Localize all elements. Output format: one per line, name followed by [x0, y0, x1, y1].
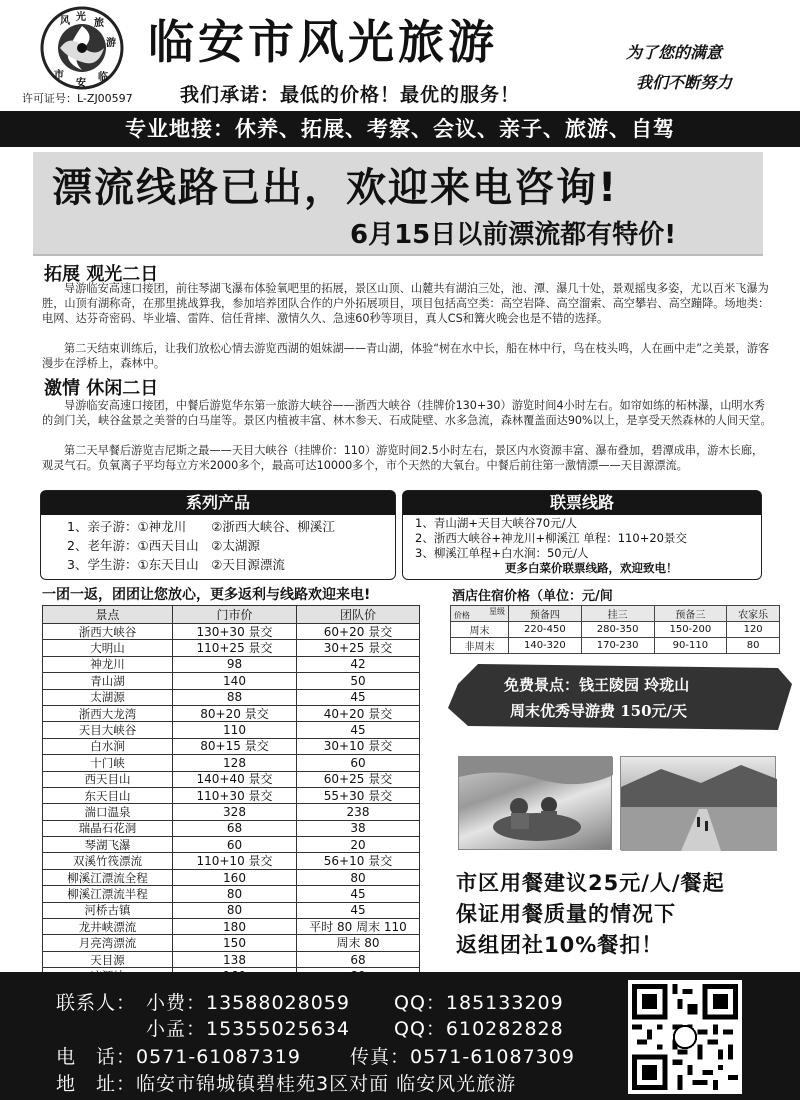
- hotel-corner: [451, 606, 509, 622]
- free-attractions-banner: [448, 664, 792, 730]
- price-cell-retail: 140+40 景交: [173, 771, 297, 787]
- price-cell-group: 42: [297, 656, 420, 672]
- price-cell-spot: 天目大峡谷: [43, 722, 173, 738]
- hotel-caption: 酒店住宿价格（单位：元/间: [452, 589, 613, 604]
- logo-char: 临: [98, 72, 108, 83]
- price-cell-group: 45: [297, 902, 420, 918]
- price-row: [43, 935, 420, 951]
- price-cell-retail: 110+30 景交: [173, 787, 297, 803]
- hotel-cell: 80: [727, 638, 780, 654]
- price-cell-spot: 湍口温泉: [43, 804, 173, 820]
- combo-ticket-title: 联票线路: [403, 491, 761, 515]
- contact-address: 地 址：临安市锦城镇碧桂苑3区对面 临安风光旅游: [56, 1073, 517, 1095]
- price-cell-retail: 180: [173, 919, 297, 935]
- price-header-retail: 门市价: [173, 606, 297, 624]
- combo-footnote: 更多白菜价联票线路，欢迎致电！: [505, 561, 678, 575]
- price-cell-spot: 柳溪江漂流半程: [43, 886, 173, 902]
- price-cell-spot: 青山湖: [43, 673, 173, 689]
- price-row: [43, 804, 420, 820]
- price-cell-spot: 柳溪江漂流全程: [43, 869, 173, 885]
- hotel-header: 农家乐: [727, 606, 780, 622]
- logo-char: 市: [54, 70, 64, 81]
- price-header-spot: 景点: [43, 606, 173, 624]
- price-cell-spot: 琴湖飞瀑: [43, 837, 173, 853]
- price-cell-spot: 浙西大龙湾: [43, 705, 173, 721]
- price-cell-group: 80: [297, 869, 420, 885]
- route-paragraph: 第二天结束训练后，让我们放松心情去游览西湖的姐妹湖——青山湖，体验“树在水中长，船在林中行，鸟在枝头鸣，人在画中走”之美景，游客漫步在浮桥上，森林中。: [42, 342, 770, 370]
- price-cell-retail: 80: [173, 902, 297, 918]
- price-cell-spot: 月亮湾漂流: [43, 935, 173, 951]
- route-heading: 激情 休闲二日: [44, 378, 159, 399]
- price-cell-retail: 130+30 景交: [173, 624, 297, 640]
- price-cell-group: 50: [297, 673, 420, 689]
- series-products-title: 系列产品: [41, 491, 395, 515]
- combo-ticket-panel: [402, 490, 762, 580]
- price-cell-retail: 110+25 景交: [173, 640, 297, 656]
- contact-person-1[interactable]: 小费：13588028059: [146, 992, 350, 1014]
- price-row: [43, 689, 420, 705]
- hotel-cell: 90-110: [654, 638, 727, 654]
- price-cell-group: 60+25 景交: [297, 771, 420, 787]
- price-cell-group: 56+10 景交: [297, 853, 420, 869]
- price-cell-spot: 十门峡: [43, 755, 173, 771]
- price-cell-spot: 太湖源: [43, 689, 173, 705]
- contact-phone[interactable]: 电 话：0571-61087319: [56, 1046, 301, 1068]
- price-row: [43, 869, 420, 885]
- meals-line3: 返组团社10%餐扣！: [456, 933, 664, 957]
- price-header-group: 团队价: [297, 606, 420, 624]
- price-cell-group: 周末 80: [297, 935, 420, 951]
- price-cell-retail: 140: [173, 673, 297, 689]
- price-cell-spot: 河桥古镇: [43, 902, 173, 918]
- price-row: [43, 722, 420, 738]
- price-table-caption: 一团一返，团团让您放心，更多返利与线路欢迎来电!: [42, 587, 371, 603]
- price-cell-group: 40+20 景交: [297, 705, 420, 721]
- price-cell-spot: 大明山: [43, 640, 173, 656]
- series-item: 1、亲子游：①神龙川 ②浙西大峡谷、柳溪江: [67, 519, 335, 534]
- price-cell-group: 45: [297, 722, 420, 738]
- price-row: [43, 919, 420, 935]
- company-logo: [40, 6, 124, 90]
- hotel-cell: 周末: [451, 622, 509, 638]
- rafting-photo: [458, 756, 612, 850]
- price-cell-retail: 80+15 景交: [173, 738, 297, 754]
- price-cell-group: 38: [297, 820, 420, 836]
- hotel-corner-star: 星级: [489, 607, 505, 616]
- price-row: [43, 886, 420, 902]
- hotel-corner-price: 价格: [454, 611, 470, 620]
- route-paragraph: 第二天早餐后游览吉尼斯之最——天目大峡谷（挂牌价：110）游览时间2.5小时左右，景区内水资源丰富、瀑布叠加，碧潭成串，游木长廊，观灵气石。负氧离子平均每立方米2000多个，最高可达10000多个，市个天然的大氧台。中餐后前往第一激情漂——天目源漂流。: [42, 444, 764, 472]
- price-cell-retail: 60: [173, 837, 297, 853]
- hotel-cell: 120: [727, 622, 780, 638]
- price-cell-group: 平时 80 周末 110: [297, 919, 420, 935]
- combo-item: 1、青山湖+天目大峡谷70元/人: [415, 516, 577, 530]
- price-cell-retail: 128: [173, 755, 297, 771]
- logo-char: 旅: [94, 18, 104, 29]
- contact-person-2[interactable]: 小孟：15355025634: [146, 1018, 350, 1040]
- hotel-row: [451, 622, 780, 638]
- price-row: [43, 853, 420, 869]
- services-bar: 专业地接：休养、拓展、考察、会议、亲子、旅游、自驾: [0, 111, 800, 147]
- price-cell-group: 68: [297, 951, 420, 967]
- free-attractions-line2: 周末优秀导游费 150元/天: [510, 702, 688, 720]
- price-cell-retail: 68: [173, 820, 297, 836]
- brand-title: 临安市风光旅游: [148, 15, 498, 69]
- hotel-header: 预备三: [654, 606, 727, 622]
- contact-qq-2[interactable]: QQ：610282828: [394, 1018, 564, 1040]
- contact-label: 联系人：: [56, 992, 137, 1014]
- lake-photo: [620, 756, 776, 850]
- price-cell-spot: 双溪竹筏漂流: [43, 853, 173, 869]
- route-heading: 拓展 观光二日: [44, 264, 159, 285]
- series-item: 3、学生游：①东天目山 ②天目源漂流: [67, 557, 285, 572]
- price-row: [43, 902, 420, 918]
- price-cell-group: 45: [297, 886, 420, 902]
- logo-char: 安: [76, 78, 86, 89]
- logo-char: 游: [106, 38, 116, 49]
- price-cell-retail: 110+10 景交: [173, 853, 297, 869]
- price-row: [43, 640, 420, 656]
- price-row: [43, 755, 420, 771]
- promise-text: 我们承诺：最低的价格！最优的服务！: [180, 84, 521, 106]
- price-table: [42, 605, 420, 985]
- slogan-line-1: 为了您的满意: [626, 43, 723, 62]
- hotel-cell: 140-320: [509, 638, 582, 654]
- price-row: [43, 771, 420, 787]
- price-cell-retail: 150: [173, 935, 297, 951]
- price-cell-group: 55+30 景交: [297, 787, 420, 803]
- qr-code[interactable]: [628, 980, 742, 1094]
- price-cell-group: 20: [297, 837, 420, 853]
- meals-line1: 市区用餐建议25元/人/餐起: [456, 871, 725, 895]
- price-cell-group: 60+20 景交: [297, 624, 420, 640]
- license-number: 许可证号：L-ZJ00597: [22, 92, 133, 105]
- hotel-cell: 280-350: [581, 622, 654, 638]
- series-item: 2、老年游：①西天目山 ②太湖源: [67, 538, 260, 553]
- price-cell-spot: 神龙川: [43, 656, 173, 672]
- price-cell-retail: 80: [173, 886, 297, 902]
- logo-char: 风: [60, 16, 70, 27]
- price-cell-group: 60: [297, 755, 420, 771]
- headline-title: 漂流线路已出，欢迎来电咨询!: [52, 165, 619, 211]
- price-cell-retail: 110: [173, 722, 297, 738]
- price-row: [43, 673, 420, 689]
- hotel-price-table: [450, 605, 780, 654]
- series-products-panel: [40, 490, 396, 580]
- price-row: [43, 705, 420, 721]
- price-cell-group: 30+25 景交: [297, 640, 420, 656]
- price-cell-retail: 80+20 景交: [173, 705, 297, 721]
- price-row: [43, 787, 420, 803]
- price-cell-spot: 西天目山: [43, 771, 173, 787]
- price-row: [43, 656, 420, 672]
- hotel-cell: 220-450: [509, 622, 582, 638]
- price-cell-spot: 白水涧: [43, 738, 173, 754]
- price-cell-group: 45: [297, 689, 420, 705]
- price-cell-retail: 98: [173, 656, 297, 672]
- hotel-cell: 170-230: [581, 638, 654, 654]
- price-row: [43, 837, 420, 853]
- headline-subtitle: 6月15日以前漂流都有特价!: [350, 220, 677, 250]
- contact-qq-1[interactable]: QQ：185133209: [394, 992, 564, 1014]
- price-row: [43, 738, 420, 754]
- combo-item: 3、柳溪江单程+白水涧：50元/人: [415, 546, 589, 560]
- hotel-cell: 非周末: [451, 638, 509, 654]
- price-cell-spot: 天目源: [43, 951, 173, 967]
- price-row: [43, 951, 420, 967]
- price-row: [43, 820, 420, 836]
- price-cell-spot: 龙井峡漂流: [43, 919, 173, 935]
- route-paragraph: 导游临安高速口接团，中餐后游览华东第一旅游大峡谷——浙西大峡谷（挂牌价130+30）游览时间4小时左右。如帘如练的柘林瀑，山明水秀的剑门关，峡谷盆景之美誉的白马崖等。景区内植被丰富、林木参天、石成陡壁、水多急流，森林覆盖面达90%以上，是享受天然森林的人间天堂。: [42, 399, 772, 427]
- meals-note: [456, 868, 725, 961]
- price-cell-group: 30+10 景交: [297, 738, 420, 754]
- price-row: [43, 624, 420, 640]
- meals-line2: 保证用餐质量的情况下: [456, 902, 676, 926]
- price-cell-retail: 160: [173, 869, 297, 885]
- price-cell-retail: 88: [173, 689, 297, 705]
- route-paragraph: 导游临安高速口接团，前往琴湖飞瀑布体验氧吧里的拓展，景区山顶、山麓共有湖泊三处，池、潭、瀑几十处，景观摇曳多姿，尤以百米飞瀑为胜，山顶有湖称奇，在那里挑战算我，参加培养团队合作的户外拓展项目，项目包括高空类：高空岩降、高空溜索、高空攀岩、高空蹦降。场地类：电网、达芬奇密码、毕业墙、雷阵、信任背摔、激情久久、急速60秒等项目，真人CS和篝火晚会也是不错的选择。: [42, 282, 770, 325]
- combo-item: 2、浙西大峡谷+神龙川+柳溪江 单程：110+20景交: [415, 531, 687, 545]
- hotel-header: 预备四: [509, 606, 582, 622]
- hotel-header: 挂三: [581, 606, 654, 622]
- hotel-row: [451, 638, 780, 654]
- price-cell-group: 238: [297, 804, 420, 820]
- contact-fax[interactable]: 传真：0571-61087309: [350, 1046, 575, 1068]
- price-cell-spot: 瑞晶石花洞: [43, 820, 173, 836]
- slogan-line-2: 我们不断努力: [636, 73, 733, 92]
- price-cell-spot: 浙西大峡谷: [43, 624, 173, 640]
- logo-char: 光: [76, 12, 86, 23]
- free-attractions-line1: 免费景点：钱王陵园 玲珑山: [504, 676, 690, 694]
- price-cell-retail: 328: [173, 804, 297, 820]
- hotel-cell: 150-200: [654, 622, 727, 638]
- price-cell-retail: 138: [173, 951, 297, 967]
- price-cell-spot: 东天目山: [43, 787, 173, 803]
